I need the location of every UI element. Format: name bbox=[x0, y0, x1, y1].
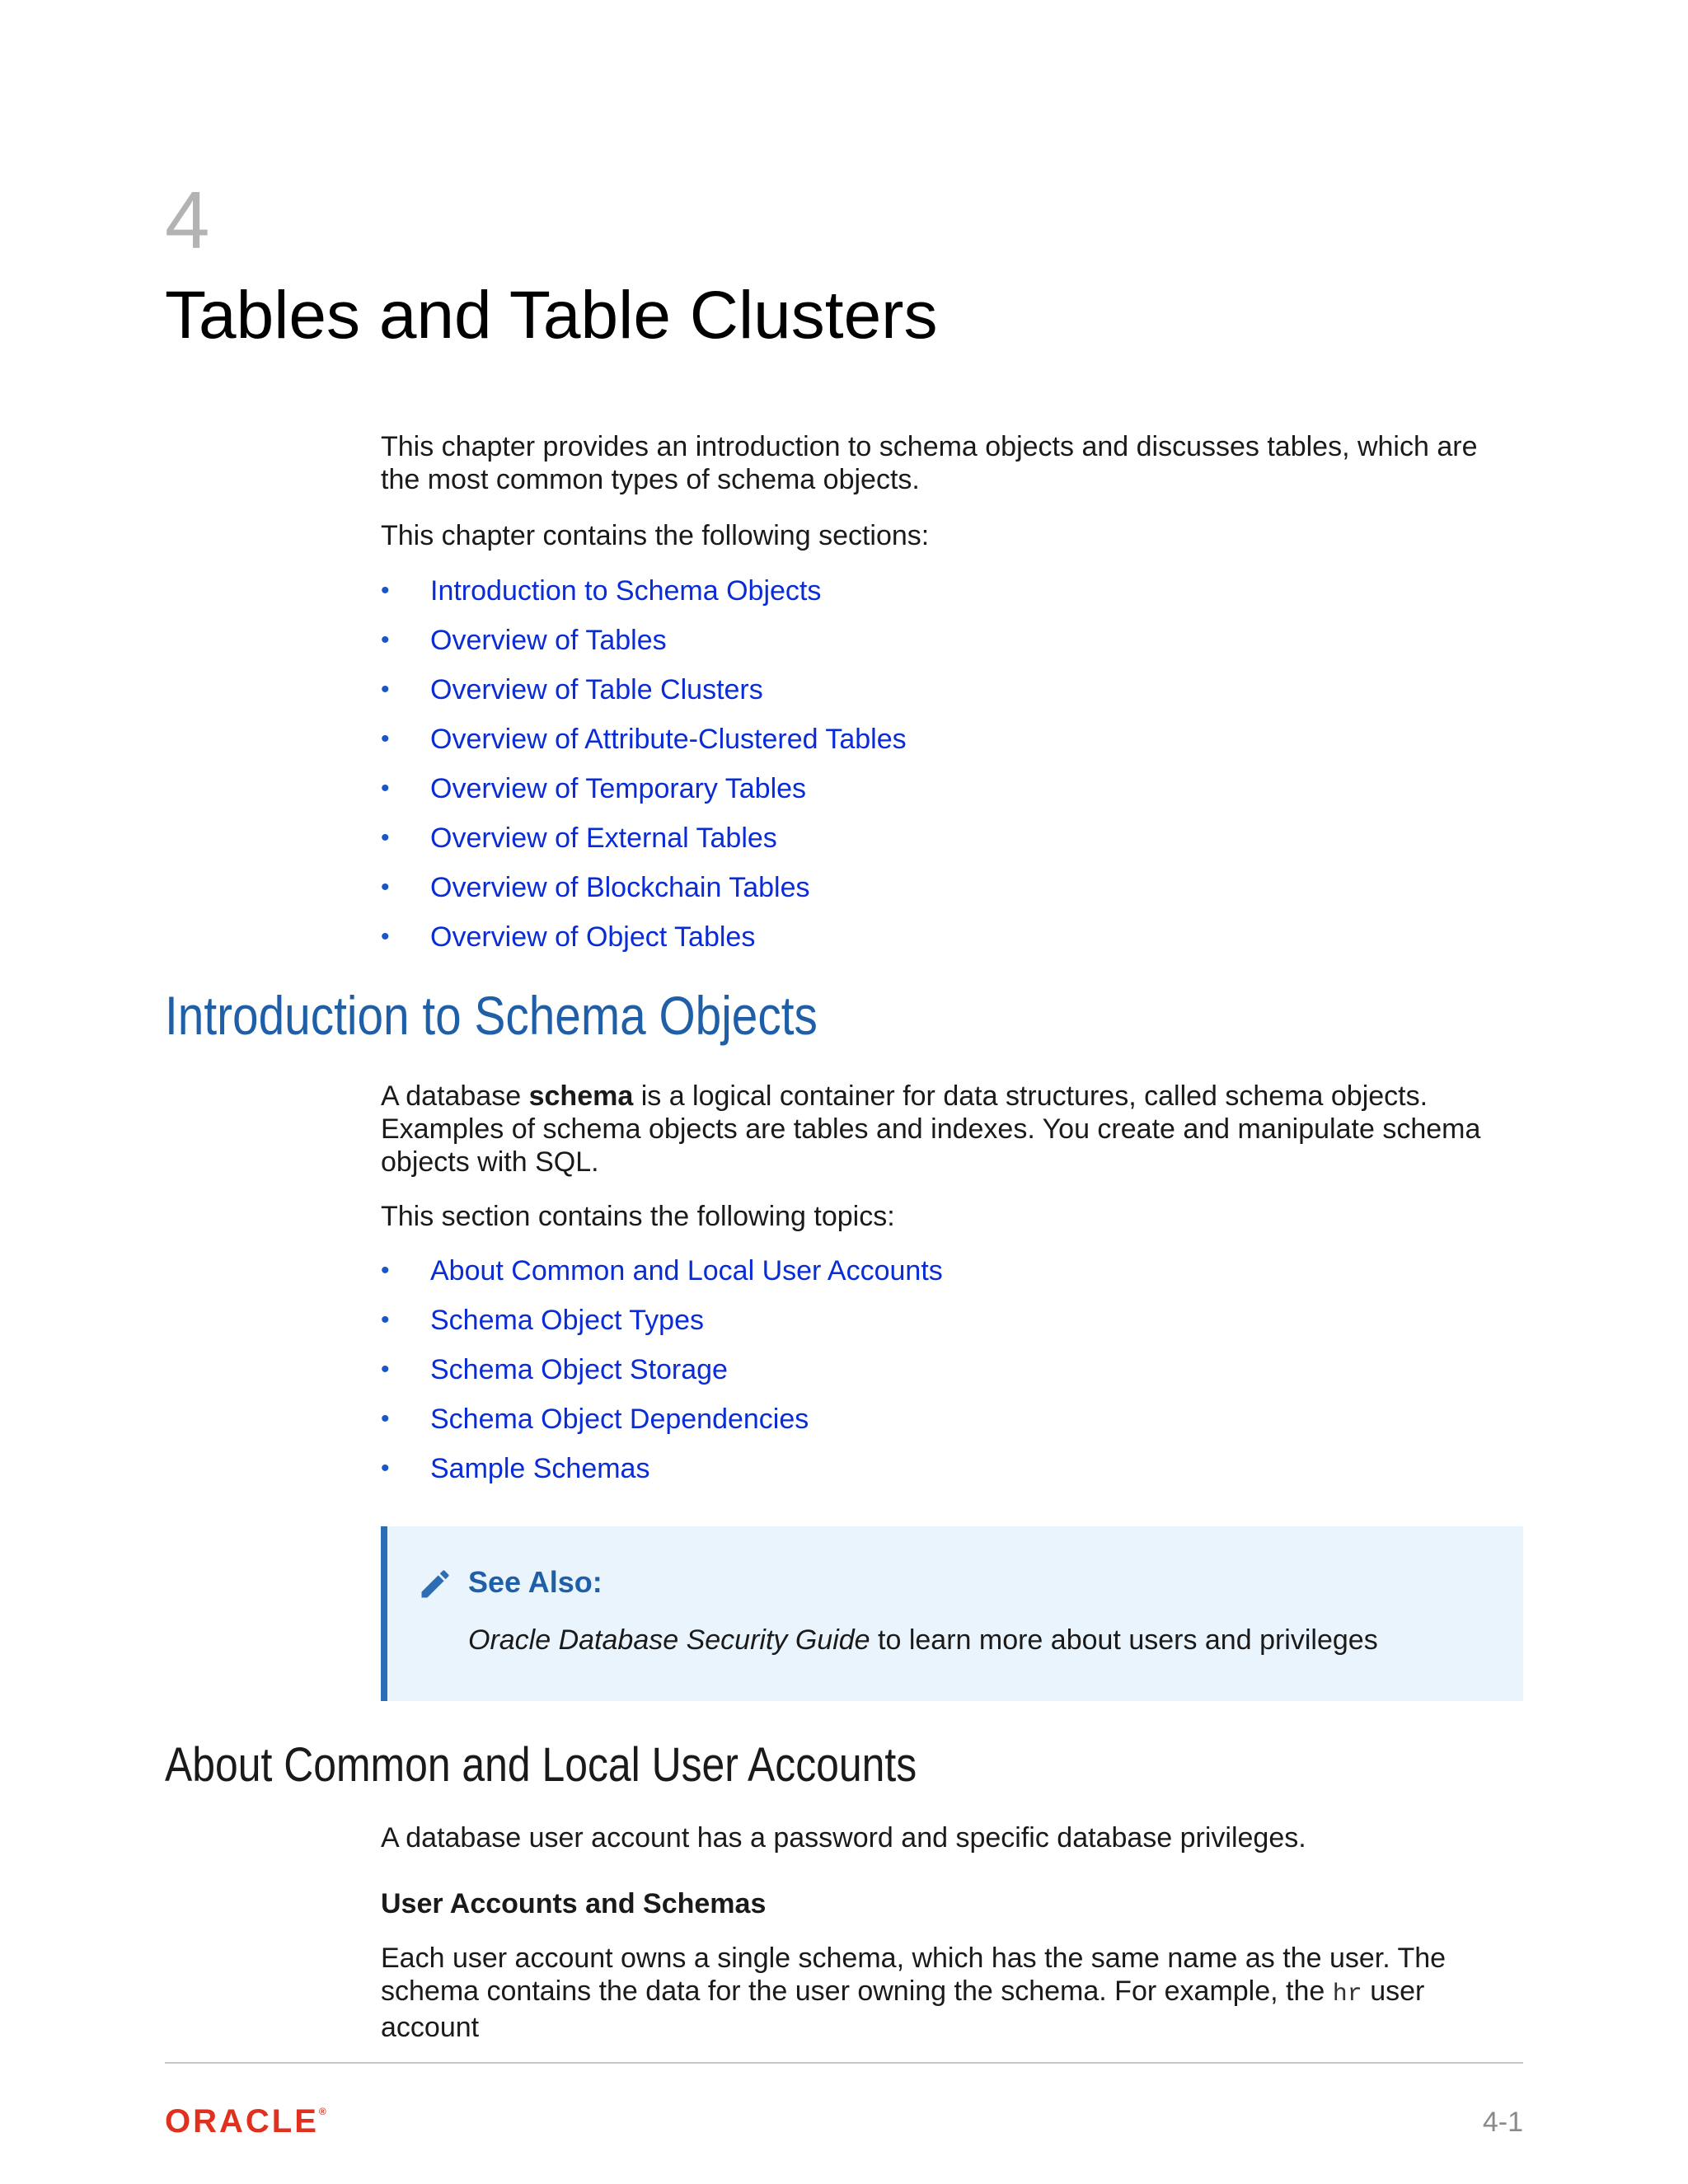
topic-link[interactable]: About Common and Local User Accounts bbox=[430, 1255, 943, 1286]
bullet-icon: • bbox=[381, 626, 390, 654]
bullet-icon: • bbox=[381, 725, 390, 752]
schema-paragraph: A database schema is a logical container for data structures, called schema objects. Examples of schema objects are tables and indexes. You create and manipulate schema objects with SQL. bbox=[381, 1080, 1481, 1178]
sections-lead: This chapter contains the following sections: bbox=[381, 520, 930, 551]
bullet-icon: • bbox=[381, 775, 390, 802]
user-accounts-paragraph: Each user account owns a single schema, which has the same name as the user. The schema contains the data for the user owning the schema. For example, the hr user account bbox=[381, 1943, 1447, 2043]
section-link[interactable]: Overview of Temporary Tables bbox=[430, 773, 807, 804]
section-link[interactable]: Overview of Tables bbox=[430, 625, 667, 656]
bullet-icon: • bbox=[381, 577, 390, 604]
topic-link[interactable]: Schema Object Types bbox=[430, 1305, 704, 1336]
bullet-icon: • bbox=[381, 824, 390, 851]
user-accounts-subheading: User Accounts and Schemas bbox=[381, 1888, 767, 1919]
chapter-number: 4 bbox=[165, 175, 210, 265]
accounts-paragraph: A database user account has a password and specific database privileges. bbox=[381, 1822, 1306, 1854]
section-link[interactable]: Overview of External Tables bbox=[430, 823, 777, 854]
bullet-icon: • bbox=[381, 923, 390, 950]
bullet-icon: • bbox=[381, 874, 390, 901]
section-link[interactable]: Introduction to Schema Objects bbox=[430, 575, 822, 607]
chapter-intro: This chapter provides an introduction to schema objects and discusses tables, which are the most common types of schema objects. bbox=[381, 431, 1478, 495]
section-link[interactable]: Overview of Blockchain Tables bbox=[430, 872, 810, 903]
oracle-logo: ORACLE® bbox=[165, 2103, 326, 2139]
topic-link[interactable]: Schema Object Dependencies bbox=[430, 1404, 809, 1435]
see-also-title: See Also: bbox=[468, 1565, 603, 1599]
chapter-title: Tables and Table Clusters bbox=[165, 278, 938, 353]
section-heading: Introduction to Schema Objects bbox=[165, 985, 818, 1046]
topic-link[interactable]: Schema Object Storage bbox=[430, 1354, 728, 1385]
subsection-heading: About Common and Local User Accounts bbox=[165, 1738, 917, 1792]
see-also-text: Oracle Database Security Guide to learn more about users and privileges bbox=[468, 1624, 1378, 1656]
bullet-icon: • bbox=[381, 1405, 390, 1432]
pencil-icon bbox=[417, 1566, 453, 1602]
bullet-icon: • bbox=[381, 676, 390, 703]
page-number: 4-1 bbox=[1482, 2107, 1523, 2138]
code-hr: hr bbox=[1332, 1980, 1362, 2008]
bullet-icon: • bbox=[381, 1306, 390, 1333]
bullet-icon: • bbox=[381, 1257, 390, 1284]
bullet-icon: • bbox=[381, 1455, 390, 1482]
section-link[interactable]: Overview of Table Clusters bbox=[430, 674, 763, 705]
topics-lead: This section contains the following topics: bbox=[381, 1201, 895, 1232]
schema-term: schema bbox=[528, 1080, 634, 1112]
topic-link[interactable]: Sample Schemas bbox=[430, 1453, 650, 1484]
bullet-icon: • bbox=[381, 1356, 390, 1383]
see-also-callout bbox=[381, 1526, 1523, 1701]
section-link[interactable]: Overview of Object Tables bbox=[430, 921, 756, 953]
section-link[interactable]: Overview of Attribute-Clustered Tables bbox=[430, 724, 907, 755]
footer-divider bbox=[165, 2062, 1523, 2064]
book-title[interactable]: Oracle Database Security Guide bbox=[468, 1624, 870, 1656]
